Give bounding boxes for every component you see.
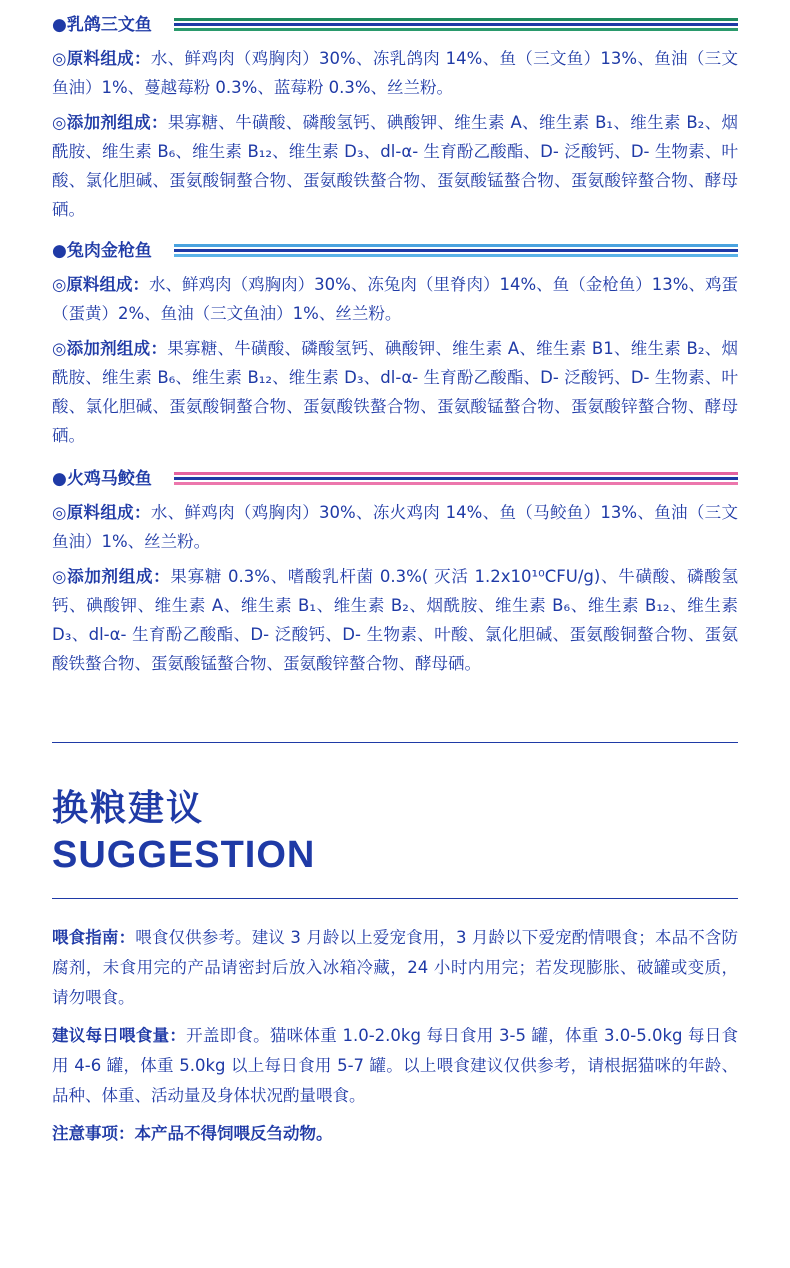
additives-label: ◎添加剂组成：: [52, 339, 168, 358]
ingredients-paragraph: [52, 44, 738, 102]
blue-stripe-decoration: [174, 244, 738, 258]
section-header: [52, 466, 738, 492]
daily-amount-text: 开盖即食。猫咪体重 1.0-2.0kg 每日食用 3-5 罐，体重 3.0-5.0kg 每日食用 4-6 罐，体重 5.0kg 以上每日食用 5-7 罐。以上喂食建议仅供参考，请根据猫咪的年龄、品种、体重、活动量及身体状况酌量喂食。: [52, 1026, 739, 1105]
section-header: [52, 238, 738, 264]
ingredients-text: 水、鲜鸡肉（鸡胸肉）30%、冻乳鸽肉 14%、鱼（三文鱼）13%、鱼油（三文鱼油）1%、蔓越莓粉 0.3%、蓝莓粉 0.3%、丝兰粉。: [52, 49, 738, 97]
suggestion-title-cn: 换粮建议: [52, 788, 205, 829]
product-section-turkey-mackerel: [52, 466, 738, 678]
notice-text: 本产品不得饲喂反刍动物。: [134, 1124, 333, 1143]
ingredients-label: ◎原料组成：: [52, 503, 151, 522]
notice-paragraph: [52, 1119, 738, 1149]
ingredients-text: 水、鲜鸡肉（鸡胸肉）30%、冻火鸡肉 14%、鱼（马鲛鱼）13%、鱼油（三文鱼油）1%、丝兰粉。: [52, 503, 738, 551]
additives-text: 果寡糖、牛磺酸、磷酸氢钙、碘酸钾、维生素 A、维生素 B₁、维生素 B₂、烟酰胺、维生素 B₆、维生素 B₁₂、维生素 D₃、dl-α- 生育酚乙酸酯、D- 泛酸钙、D- 生物素、叶酸、氯化胆碱、蛋氨酸铜螯合物、蛋氨酸铁螯合物、蛋氨酸锰螯合物、蛋氨酸锌螯合物、酵母硒。: [52, 113, 739, 219]
section-title: ●兔肉金枪鱼: [52, 241, 152, 261]
additives-text: 果寡糖 0.3%、嗜酸乳杆菌 0.3%( 灭活 1.2x10¹⁰CFU/g)、牛磺酸、磷酸氢钙、碘酸钾、维生素 A、维生素 B₁、维生素 B₂、烟酰胺、维生素 B₆、维生素 B₁₂、维生素 D₃、dl-α- 生育酚乙酸酯、D- 泛酸钙、D- 生物素、叶酸、氯化胆碱、蛋氨酸铜螯合物、蛋氨酸铁螯合物、蛋氨酸锰螯合物、蛋氨酸锌螯合物、酵母硒。: [52, 567, 739, 673]
additives-label: ◎添加剂组成：: [52, 113, 168, 132]
divider-top: [52, 742, 738, 743]
feeding-notes: [52, 923, 738, 1157]
ingredients-label: ◎原料组成：: [52, 275, 149, 294]
additives-text: 果寡糖、牛磺酸、磷酸氢钙、碘酸钾、维生素 A、维生素 B1、维生素 B₂、烟酰胺、维生素 B₆、维生素 B₁₂、维生素 D₃、dl-α- 生育酚乙酸酯、D- 泛酸钙、D- 生物素、叶酸、氯化胆碱、蛋氨酸铜螯合物、蛋氨酸铁螯合物、蛋氨酸锰螯合物、蛋氨酸锌螯合物、酵母硒。: [52, 339, 738, 445]
product-section-pigeon-salmon: [52, 12, 738, 224]
feeding-guide-text: 喂食仅供参考。建议 3 月龄以上爱宠食用，3 月龄以下爱宠酌情喂食；本品不含防腐剂，未食用完的产品请密封后放入冰箱冷藏，24 小时内用完；若发现膨胀、破罐或变质，请勿喂食。: [52, 928, 738, 1007]
notice-label: 注意事项：: [52, 1124, 135, 1143]
suggestion-title-en: SUGGESTION: [52, 834, 316, 876]
ingredients-label: ◎原料组成：: [52, 49, 151, 68]
additives-paragraph: [52, 334, 738, 450]
daily-amount-label: 建议每日喂食量：: [52, 1026, 187, 1045]
daily-amount-paragraph: [52, 1021, 738, 1111]
additives-label: ◎添加剂组成：: [52, 567, 171, 586]
feeding-guide-paragraph: [52, 923, 738, 1013]
feeding-guide-label: 喂食指南：: [52, 928, 136, 947]
section-title: ●火鸡马鲛鱼: [52, 469, 152, 489]
ingredients-text: 水、鲜鸡肉（鸡胸肉）30%、冻兔肉（里脊肉）14%、鱼（金枪鱼）13%、鸡蛋（蛋黄）2%、鱼油（三文鱼油）1%、丝兰粉。: [52, 275, 738, 323]
green-stripe-decoration: [174, 18, 738, 32]
additives-paragraph: [52, 108, 738, 224]
divider-bottom: [52, 898, 738, 899]
section-title: ●乳鸽三文鱼: [52, 15, 152, 35]
pink-stripe-decoration: [174, 472, 738, 486]
ingredients-paragraph: [52, 270, 738, 328]
ingredients-paragraph: [52, 498, 738, 556]
section-header: [52, 12, 738, 38]
additives-paragraph: [52, 562, 738, 678]
product-section-rabbit-tuna: [52, 238, 738, 450]
